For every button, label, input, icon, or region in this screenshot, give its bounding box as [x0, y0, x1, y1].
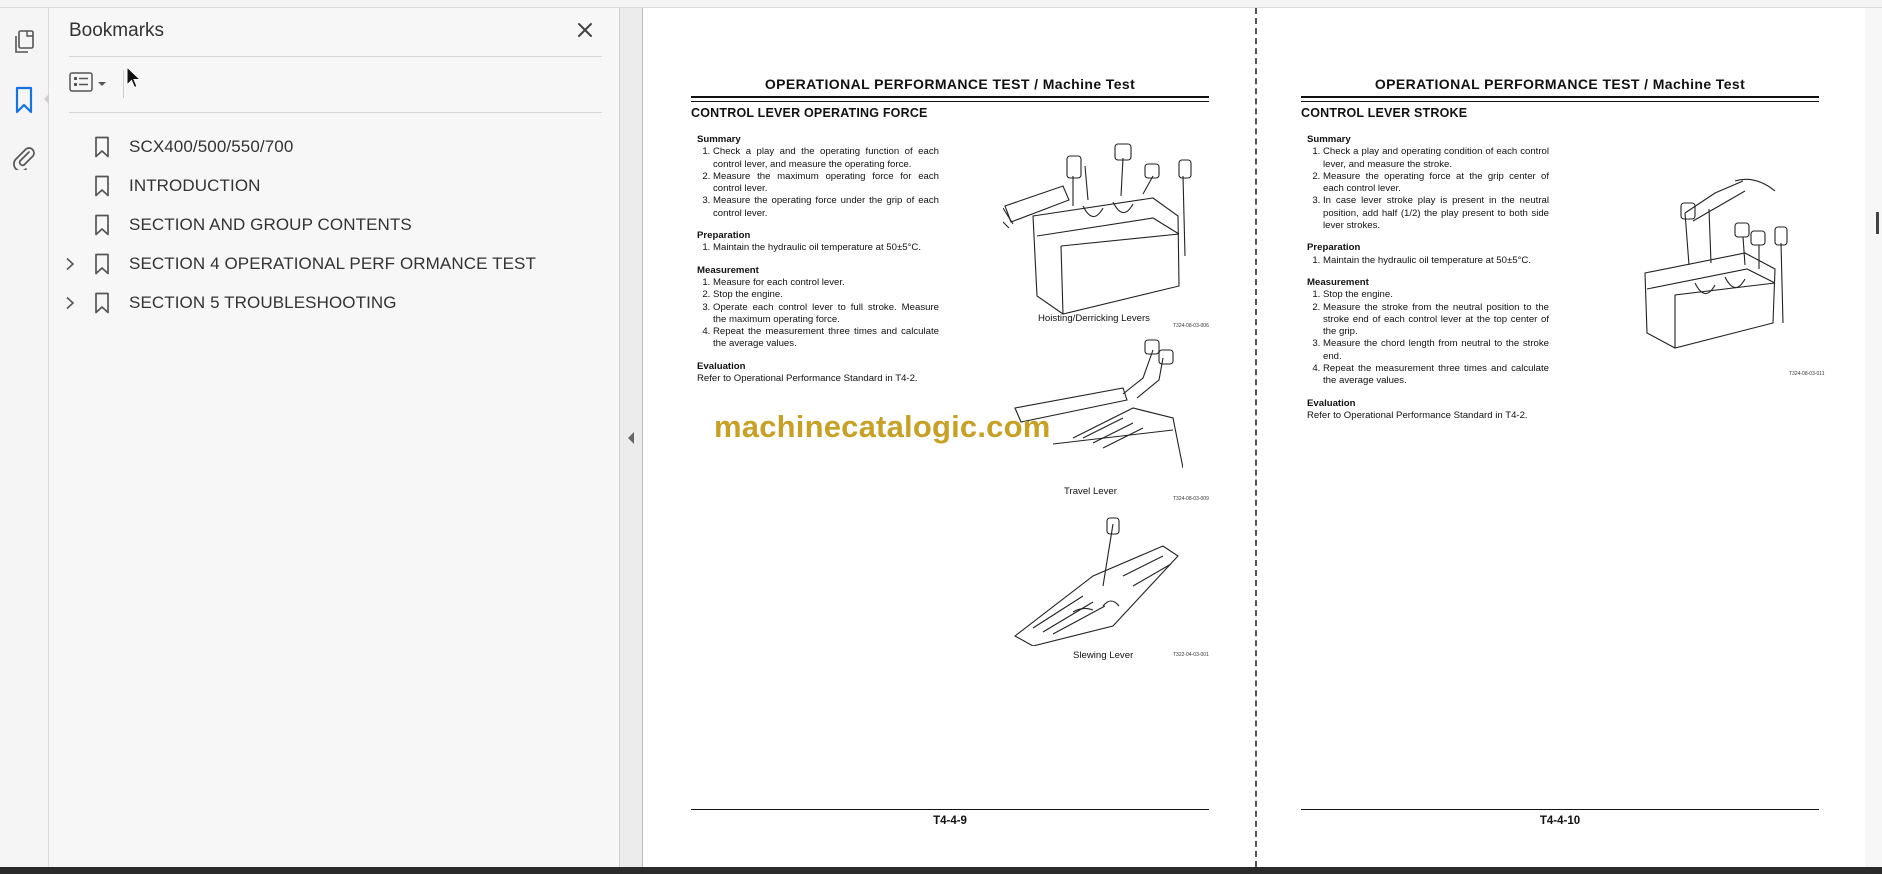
- bookmark-icon[interactable]: [8, 84, 40, 116]
- list-item: 1. Check a play and operating condition of each control lever, and measure the stroke.: [1323, 146, 1549, 171]
- figure-caption: Slewing Lever: [1073, 650, 1134, 661]
- bookmark-item[interactable]: [59, 246, 536, 282]
- footer-rule: [1301, 809, 1819, 810]
- header-rule: [1301, 96, 1819, 102]
- figure-caption: Hoisting/Derricking Levers: [1038, 313, 1150, 324]
- taskbar-edge: [0, 867, 1882, 874]
- window-top-edge: [0, 0, 1882, 8]
- toolbar-divider: [123, 70, 124, 98]
- bookmark-spacer: [59, 214, 81, 236]
- list-item: 3. In case lever stroke play is present in the neutral position, add half (1/2) the play present to both side lever strokes.: [1323, 195, 1549, 232]
- bookmark-icon: [91, 174, 113, 198]
- list-item: 4. Repeat the measurement three times and calculate the average values.: [1323, 363, 1549, 388]
- chevron-right-icon[interactable]: [59, 292, 81, 314]
- list-item: 1. Measure for each control lever.: [713, 277, 939, 289]
- panel-divider: [69, 56, 602, 57]
- watermark: machinecatalogic.com: [714, 409, 1051, 444]
- bookmarks-panel: [49, 8, 620, 867]
- bookmark-item[interactable]: [59, 168, 261, 204]
- page-title: CONTROL LEVER OPERATING FORCE: [691, 106, 928, 120]
- measurement-list: [697, 277, 939, 351]
- bookmark-label: SECTION AND GROUP CONTENTS: [129, 215, 412, 234]
- bookmark-spacer: [59, 175, 81, 197]
- preparation-list: [697, 242, 939, 254]
- figure-code: T324-08-03-009: [1173, 496, 1209, 502]
- chevron-down-icon: [97, 75, 107, 93]
- vertical-scrollbar[interactable]: [1865, 8, 1882, 867]
- copy-pages-icon[interactable]: [8, 26, 40, 58]
- measurement-list: [1307, 289, 1549, 387]
- page-number: T4-4-9: [933, 815, 967, 827]
- bookmark-label: INTRODUCTION: [129, 176, 261, 195]
- page-header: OPERATIONAL PERFORMANCE TEST / Machine Test: [1374, 76, 1746, 92]
- footer-rule: [691, 809, 1209, 810]
- bookmark-item[interactable]: [59, 129, 293, 165]
- bookmark-item[interactable]: [59, 207, 412, 243]
- measurement-heading: Measurement: [1307, 276, 1369, 288]
- tool-rail: [0, 8, 49, 867]
- evaluation-text: Refer to Operational Performance Standard in T4-2.: [697, 373, 918, 385]
- hoisting-levers-illustration: [1003, 136, 1203, 322]
- list-item: 3. Measure the chord length from neutral to the stroke end.: [1323, 338, 1549, 363]
- figure-code: T322-04-03-001: [1173, 652, 1209, 658]
- bookmark-options-button[interactable]: [69, 70, 113, 98]
- list-options-icon: [69, 72, 93, 97]
- bookmark-spacer: [59, 136, 81, 158]
- slewing-lever-illustration: [1013, 516, 1183, 646]
- close-icon[interactable]: [571, 16, 599, 44]
- travel-lever-illustration: [1013, 338, 1183, 478]
- attachment-icon[interactable]: [8, 141, 40, 173]
- summary-list: [1307, 146, 1549, 232]
- summary-heading: Summary: [1307, 134, 1351, 145]
- chevron-right-icon[interactable]: [59, 253, 81, 275]
- lever-stroke-illustration: [1625, 173, 1815, 363]
- list-item: 3. Operate each control lever to full stroke. Measure the maximum operating force.: [713, 302, 939, 327]
- list-item: 1. Check a play and the operating function of each control lever, and measure the operating force.: [713, 146, 939, 171]
- header-rule: [691, 96, 1209, 102]
- figure-code: T324-08-03-006: [1173, 323, 1209, 329]
- preparation-heading: Preparation: [697, 230, 751, 242]
- mouse-cursor-icon: [126, 66, 142, 95]
- page-title: CONTROL LEVER STROKE: [1301, 106, 1468, 120]
- collapse-panel-icon[interactable]: [625, 428, 637, 448]
- evaluation-heading: Evaluation: [697, 360, 746, 372]
- page-header: OPERATIONAL PERFORMANCE TEST / Machine Test: [764, 76, 1136, 92]
- bookmark-icon: [91, 135, 113, 159]
- summary-heading: Summary: [697, 134, 741, 145]
- list-item: 2. Stop the engine.: [713, 289, 939, 301]
- bookmark-icon: [91, 252, 113, 276]
- pdf-page: [1253, 8, 1825, 867]
- list-item: 1. Maintain the hydraulic oil temperature at 50±5°C.: [1323, 255, 1549, 267]
- scrollbar-thumb[interactable]: [1876, 212, 1879, 234]
- list-item: 1. Maintain the hydraulic oil temperature at 50±5°C.: [713, 242, 939, 254]
- bookmark-item[interactable]: [59, 285, 397, 321]
- panel-title: Bookmarks: [69, 20, 165, 41]
- list-item: 1. Stop the engine.: [1323, 289, 1549, 301]
- measurement-heading: Measurement: [697, 264, 759, 276]
- list-item: 3. Measure the operating force under the grip of each control lever.: [713, 195, 939, 220]
- list-item: 2. Measure the maximum operating force for each control lever.: [713, 171, 939, 196]
- bookmark-label: SECTION 4 OPERATIONAL PERF ORMANCE TEST: [129, 254, 536, 273]
- summary-list: [697, 146, 939, 220]
- bookmark-label: SCX400/500/550/700: [129, 137, 294, 156]
- bookmark-icon: [91, 213, 113, 237]
- figure-caption: Travel Lever: [1064, 486, 1117, 497]
- preparation-list: [1307, 255, 1549, 267]
- evaluation-heading: Evaluation: [1307, 397, 1356, 409]
- page-body: [697, 134, 939, 395]
- bookmark-icon: [91, 291, 113, 315]
- page-number: T4-4-10: [1539, 815, 1581, 827]
- panel-divider: [69, 112, 602, 113]
- evaluation-text: Refer to Operational Performance Standard in T4-2.: [1307, 409, 1528, 421]
- list-item: 2. Measure the stroke from the neutral position to the stroke end of each control lever at the top center of the grip.: [1323, 302, 1549, 339]
- list-item: 4. Repeat the measurement three times and calculate the average values.: [713, 326, 939, 351]
- figure-code: T324-08-03-011: [1789, 371, 1825, 377]
- list-item: 2. Measure the operating force at the grip center of each control lever.: [1323, 171, 1549, 196]
- preparation-heading: Preparation: [1307, 242, 1361, 254]
- bookmark-label: SECTION 5 TROUBLESHOOTING: [129, 293, 397, 312]
- page-body: [1307, 134, 1549, 432]
